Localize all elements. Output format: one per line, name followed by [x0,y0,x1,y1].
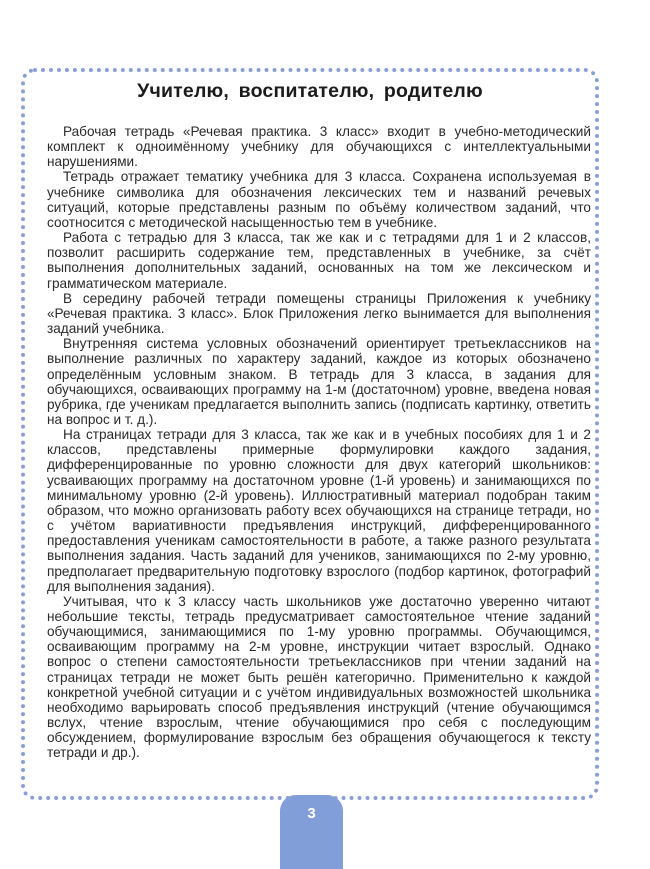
paragraph-6: На страницах тетради для 3 класса, так же как и в учебных пособиях для 1 и 2 классов, представлены примерные формулировки каждого задания, дифференцированные по уровню сложности для двух категорий школьников: усваивающих программу на достаточном уровне (1-й уровень) и занимающихся по минимальному уровню (2-й уровень). Иллюстративный материал подобран таким образом, что можно организовать работу всех обучающихся на странице тетради, но с учётом вариативности предъявления инструкций, дифференцированного предоставления ученикам самостоятельности в работе, а также разного результата выполнения задания. Часть заданий для учеников, занимающихся по 2-му уровню, предполагает предварительную подготовку взрослого (подбор картинок, фотографий для выполнения задания). [47,427,591,594]
paragraph-3: Работа с тетрадью для 3 класса, так же как и с тетрадями для 1 и 2 классов, позволит расширить содержание тем, представленных в учебнике, за счёт выполнения дополнительных заданий, основанных на том же лексическом и грамматическом материале. [47,230,591,291]
paragraph-5: Внутренняя система условных обозначений ориентирует третьеклассников на выполнение различных по характеру заданий, каждое из которых обозначено определённым условным знаком. В тетрадь для 3 класса, в задания для обучающихся, осваивающих программу на 1-м (достаточном) уровне, введена новая рубрика, где ученикам предлагается выполнить запись (подписать картинку, ответить на вопрос и т. д.). [47,336,591,427]
paragraph-4: В середину рабочей тетради помещены страницы Приложения к учебнику «Речевая практика. 3 класс». Блок Приложения легко вынимается для выполнения заданий учебника. [47,290,591,337]
body-text [47,124,591,761]
paragraph-7: Учитывая, что к 3 классу часть школьников уже достаточно уверенно читают небольшие тексты, тетрадь предусматривает самостоятельное чтение заданий обучающимися, занимающимися по 1-му уровню программы. Обучающимся, осваивающим программу на 2-м уровне, инструкции читает взрослый. Однако вопрос о степени самостоятельности третьеклассников при чтении заданий на страницах тетради не может быть решён категорично. Применительно к каждой конкретной учебной ситуации и с учётом индивидуальных возможностей школьника необходимо варьировать способ предъявления инструкций (чтение обучающимся вслух, чтение взрослым, чтение обучающимися про себя с последующим обсуждением, формулирование взрослым без обращения обучающегося к тексту тетради и др.). [47,593,591,761]
paragraph-1: Рабочая тетрадь «Речевая практика. 3 класс» входит в учебно-методический комплект к одноимённому учебнику для обучающихся с интеллектуальными нарушениями. [47,124,591,170]
page-number: 3 [307,805,316,822]
page-number-tab [280,795,343,869]
paragraph-2: Тетрадь отражает тематику учебника для 3 класса. Сохранена используемая в учебнике символика для обозначения лексических тем и названий речевых ситуаций, которые представлены разным по объёму количеством заданий, что соотносится с методической насыщенностью тем в учебнике. [47,169,591,230]
page-title: Учителю, воспитателю, родителю [137,80,483,102]
